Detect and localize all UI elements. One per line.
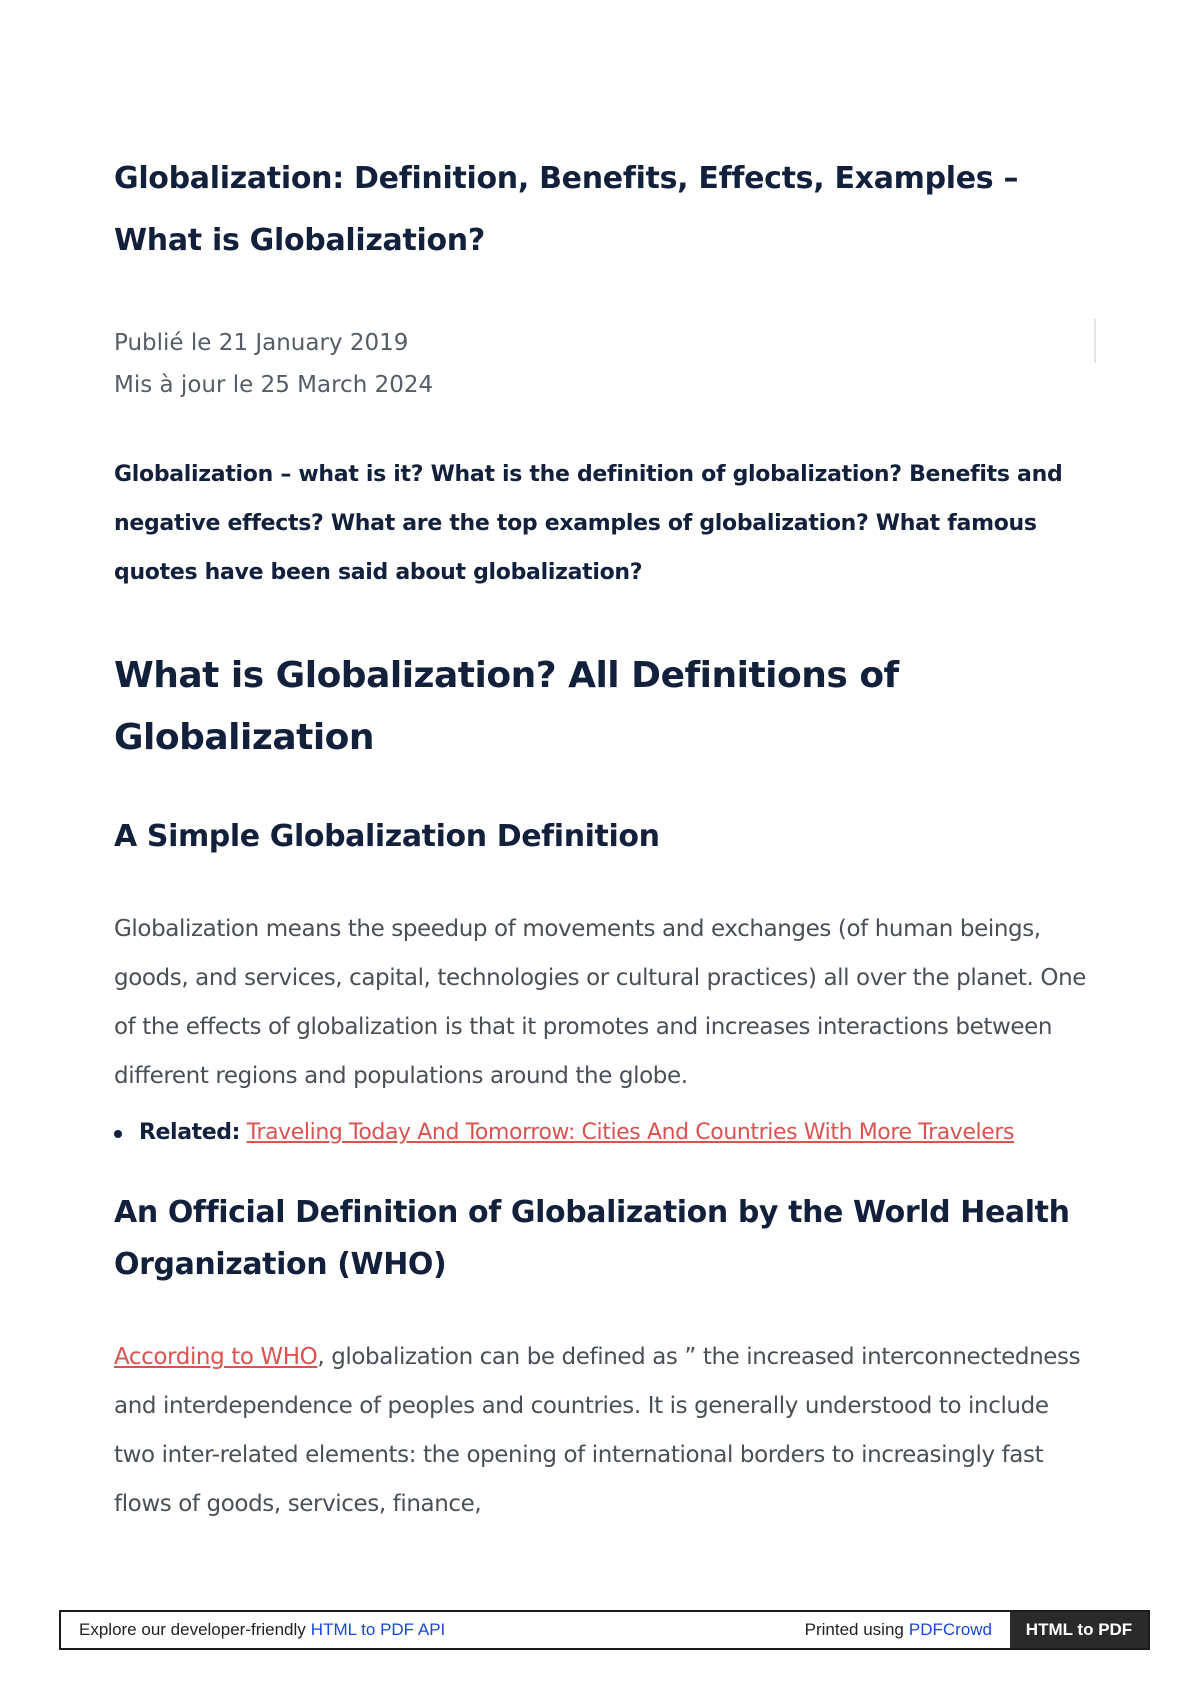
published-date: Publié le 21 January 2019 (114, 330, 409, 356)
simple-definition-paragraph: Globalization means the speedup of movements and exchanges (of human beings, goods, and services, capital, technologies or cultural practices) all over the planet. One of the effects of globalization is that it promotes and increases interactions between different regions and populations around the globe. (114, 916, 1087, 1089)
related-article-link[interactable]: Traveling Today And Tomorrow: Cities And Countries With More Travelers (246, 1120, 1015, 1145)
who-definition-paragraph (114, 1333, 1089, 1529)
updated-date: Mis à jour le 25 March 2024 (114, 372, 434, 398)
who-source-link[interactable]: According to WHO (114, 1344, 318, 1370)
related-label: Related: (139, 1120, 241, 1145)
footer-explore-text: Explore our developer-friendly (79, 1620, 306, 1639)
pdfcrowd-footer-bar (59, 1610, 1150, 1650)
html-to-pdf-button[interactable]: HTML to PDF (1010, 1612, 1148, 1648)
pdfcrowd-link[interactable]: PDFCrowd (908, 1620, 992, 1639)
footer-printed-text: Printed using (804, 1620, 904, 1639)
related-item (114, 1113, 1089, 1153)
article (114, 148, 1089, 1529)
footer-printed (805, 1612, 1010, 1648)
section-heading-simple-definition: A Simple Globalization Definition (114, 819, 660, 854)
article-meta (114, 322, 1089, 406)
footer-explore (61, 1612, 805, 1648)
related-list (114, 1113, 1089, 1153)
meta-divider (1094, 319, 1096, 363)
section-heading-who-definition: An Official Definition of Globalization by the World Health Organization (WHO) (114, 1195, 1070, 1282)
html-to-pdf-api-link[interactable]: HTML to PDF API (310, 1620, 446, 1639)
bullet-icon (114, 1130, 122, 1138)
article-intro: Globalization – what is it? What is the definition of globalization? Benefits and negative effects? What are the top examples of globalization? What famous quotes have been said about globalization? (114, 462, 1063, 585)
article-title: Globalization: Definition, Benefits, Effects, Examples – What is Globalization? (114, 161, 1019, 258)
who-definition-text: , globalization can be defined as ” the increased interconnectedness and interdependence of peoples and countries. It is generally understood to include two inter-related elements: the opening of international borders to increasingly fast flows of goods, services, finance, (114, 1344, 1081, 1517)
section-heading-definitions: What is Globalization? All Definitions of Globalization (114, 655, 899, 758)
